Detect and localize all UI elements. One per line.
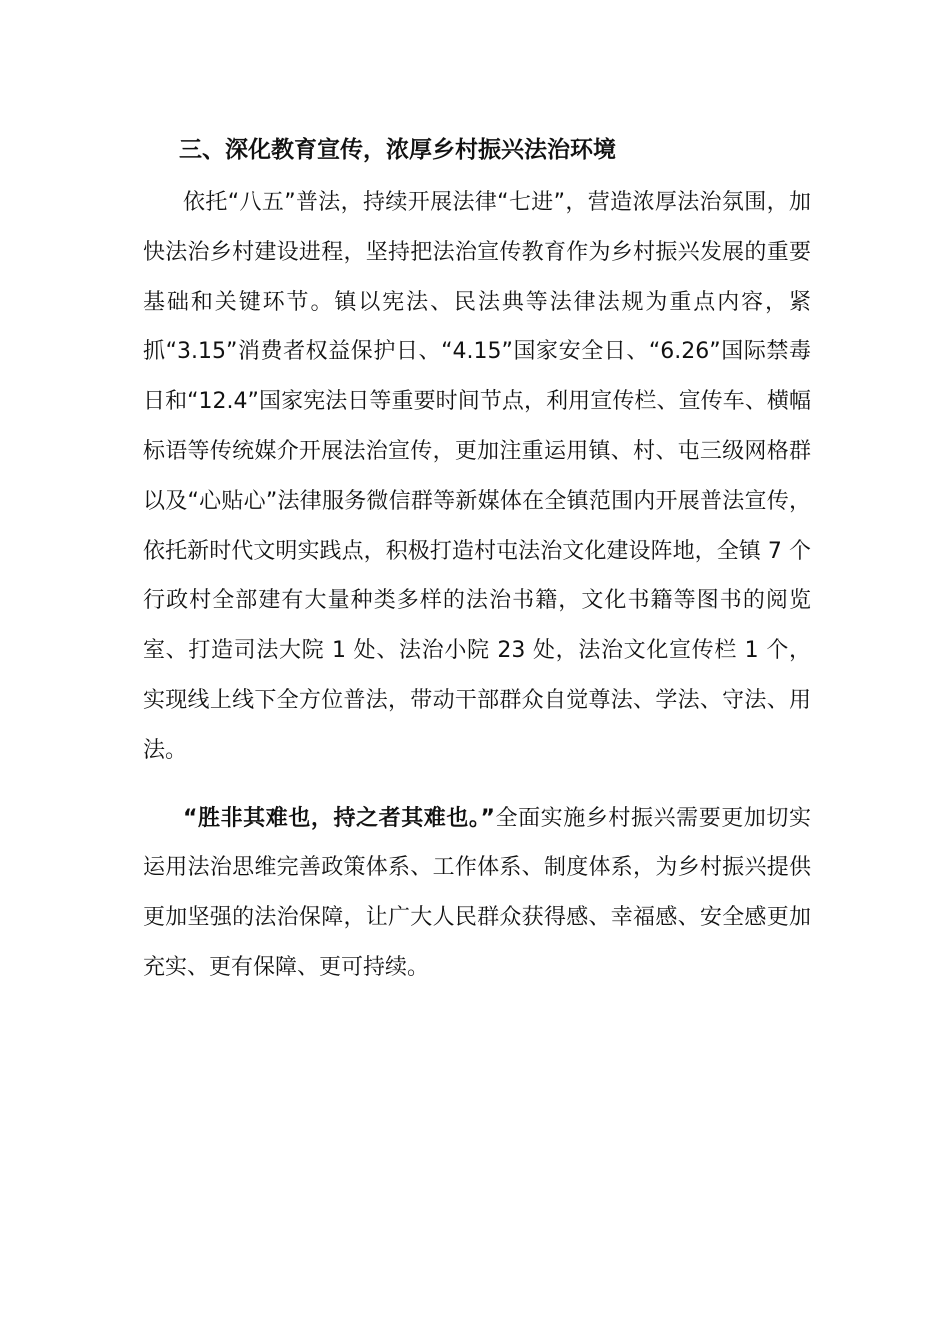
document-body bbox=[143, 128, 811, 993]
section-heading: 三、深化教育宣传，浓厚乡村振兴法治环境 bbox=[179, 137, 616, 163]
quote-lead: “胜非其难也，持之者其难也。” bbox=[183, 805, 495, 831]
paragraph-conclusion bbox=[143, 794, 811, 993]
paragraph-legal-publicity: 依托“八五”普法，持续开展法律“七进”，营造浓厚法治氛围，加快法治乡村建设进程，坚持把法治宣传教育作为乡村振兴发展的重要基础和关键环节。镇以宪法、民法典等法律法规为重点内容，紧抓“3.15”消费者权益保护日、“4.15”国家安全日、“6.26”国际禁毒日和“12.4”国家宪法日等重要时间节点，利用宣传栏、宣传车、横幅标语等传统媒介开展法治宣传，更加注重运用镇、村、屯三级网格群以及“心贴心”法律服务微信群等新媒体在全镇范围内开展普法宣传，依托新时代文明实践点，积极打造村屯法治文化建设阵地，全镇 7 个行政村全部建有大量种类多样的法治书籍，文化书籍等图书的阅览室、打造司法大院 1 处、法治小院 23 处，法治文化宣传栏 1 个，实现线上线下全方位普法，带动干部群众自觉尊法、学法、守法、用法。 bbox=[143, 190, 811, 763]
conclusion-text: 全面实施乡村振兴需要更加切实运用法治思维完善政策体系、工作体系、制度体系，为乡村振兴提供更加坚强的法治保障，让广大人民群众获得感、幸福感、安全感更加充实、更有保障、更可持续。 bbox=[143, 805, 811, 980]
